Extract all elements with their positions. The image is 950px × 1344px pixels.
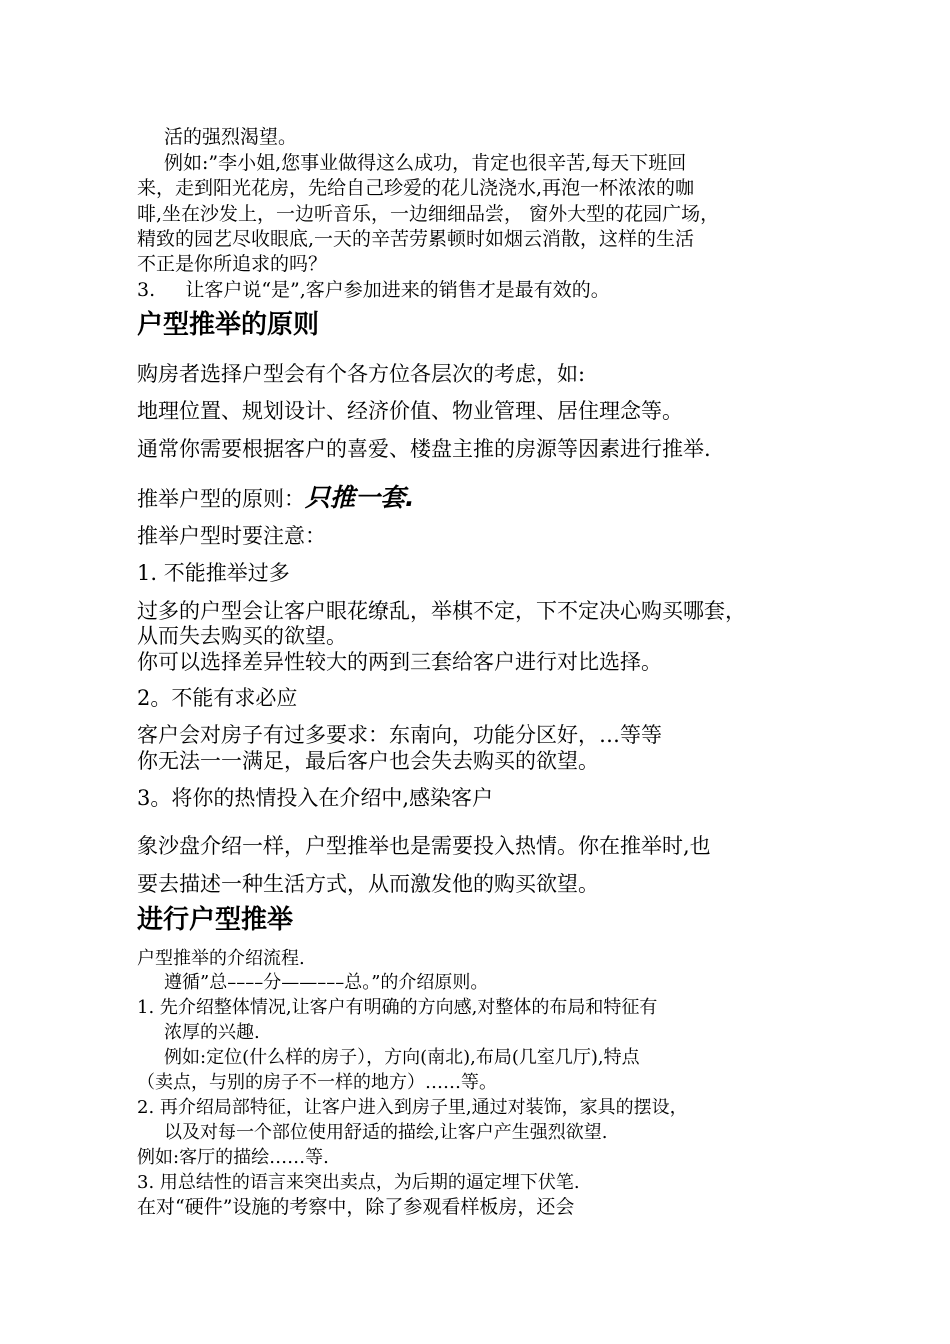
list-item: 3. 用总结性的语言来突出卖点，为后期的逼定埋下伏笔. <box>137 1172 580 1193</box>
text-line: 精致的园艺尽收眼底,一天的辛苦劳累顿时如烟云消散，这样的生活 <box>137 228 695 250</box>
section-heading: 进行户型推举 <box>137 905 294 935</box>
section-heading: 户型推举的原则 <box>137 310 320 340</box>
paragraph <box>137 485 415 512</box>
principle-emphasis: 只推一套. <box>305 483 415 512</box>
paragraph: 通常你需要根据客户的喜爱、楼盘主推的房源等因素进行推举. <box>137 437 711 461</box>
list-item: 1. 先介绍整体情况,让客户有明确的方向感,对整体的布局和特征有 <box>137 997 658 1018</box>
paragraph: 从而失去购买的欲望。 <box>137 624 347 648</box>
list-item: 浓厚的兴趣. <box>164 1022 260 1043</box>
paragraph: 例如:客厅的描绘……等. <box>137 1147 329 1168</box>
paragraph: （卖点，与别的房子不一样的地方）……等。 <box>137 1072 497 1093</box>
text-line: 3. 让客户说“是”,客户参加进来的销售才是最有效的。 <box>137 279 610 301</box>
list-item: 3。将你的热情投入在介绍中,感染客户 <box>137 786 494 810</box>
principle-label: 推举户型的原则： <box>137 487 305 511</box>
text-line: 啡,坐在沙发上，一边听音乐，一边细细品尝， 窗外大型的花园广场， <box>137 203 720 225</box>
text-line: 活的强烈渴望。 <box>164 126 298 148</box>
list-item: 2。不能有求必应 <box>137 686 298 710</box>
text-line: 来，走到阳光花房，先给自己珍爱的花儿浇浇水,再泡一杯浓浓的咖 <box>137 177 695 199</box>
list-item: 以及对每一个部位使用舒适的描绘,让客户产生强烈欲望. <box>164 1122 608 1143</box>
paragraph: 过多的户型会让客户眼花缭乱，举棋不定，下不定决心购买哪套， <box>137 599 746 623</box>
paragraph: 遵循”总––––分——–––总。”的介绍原则。 <box>164 972 489 993</box>
paragraph: 在对“硬件”设施的考察中，除了参观看样板房，还会 <box>137 1196 575 1218</box>
paragraph: 例如:定位(什么样的房子），方向(南北),布局(几室几厅),特点 <box>164 1047 640 1068</box>
list-item: 1. 不能推举过多 <box>137 561 290 585</box>
text-line: 例如:”李小姐,您事业做得这么成功，肯定也很辛苦,每天下班回 <box>164 152 687 174</box>
paragraph: 户型推举的介绍流程. <box>137 948 305 969</box>
paragraph: 客户会对房子有过多要求：东南向，功能分区好，…等等 <box>137 723 662 747</box>
paragraph: 地理位置、规划设计、经济价值、物业管理、居住理念等。 <box>137 399 683 423</box>
list-item: 2. 再介绍局部特征，让客户进入到房子里,通过对装饰，家具的摆设， <box>137 1097 688 1118</box>
paragraph: 你可以选择差异性较大的两到三套给客户进行对比选择。 <box>137 650 662 674</box>
text-line: 不正是你所追求的吗？ <box>137 253 328 275</box>
paragraph: 购房者选择户型会有个各方位各层次的考虑，如: <box>137 362 586 386</box>
paragraph: 你无法一一满足，最后客户也会失去购买的欲望。 <box>137 749 599 773</box>
paragraph: 推举户型时要注意： <box>137 524 326 548</box>
paragraph: 象沙盘介绍一样，户型推举也是需要投入热情。你在推举时,也 <box>137 834 711 858</box>
paragraph: 要去描述一种生活方式，从而激发他的购买欲望。 <box>137 872 599 896</box>
